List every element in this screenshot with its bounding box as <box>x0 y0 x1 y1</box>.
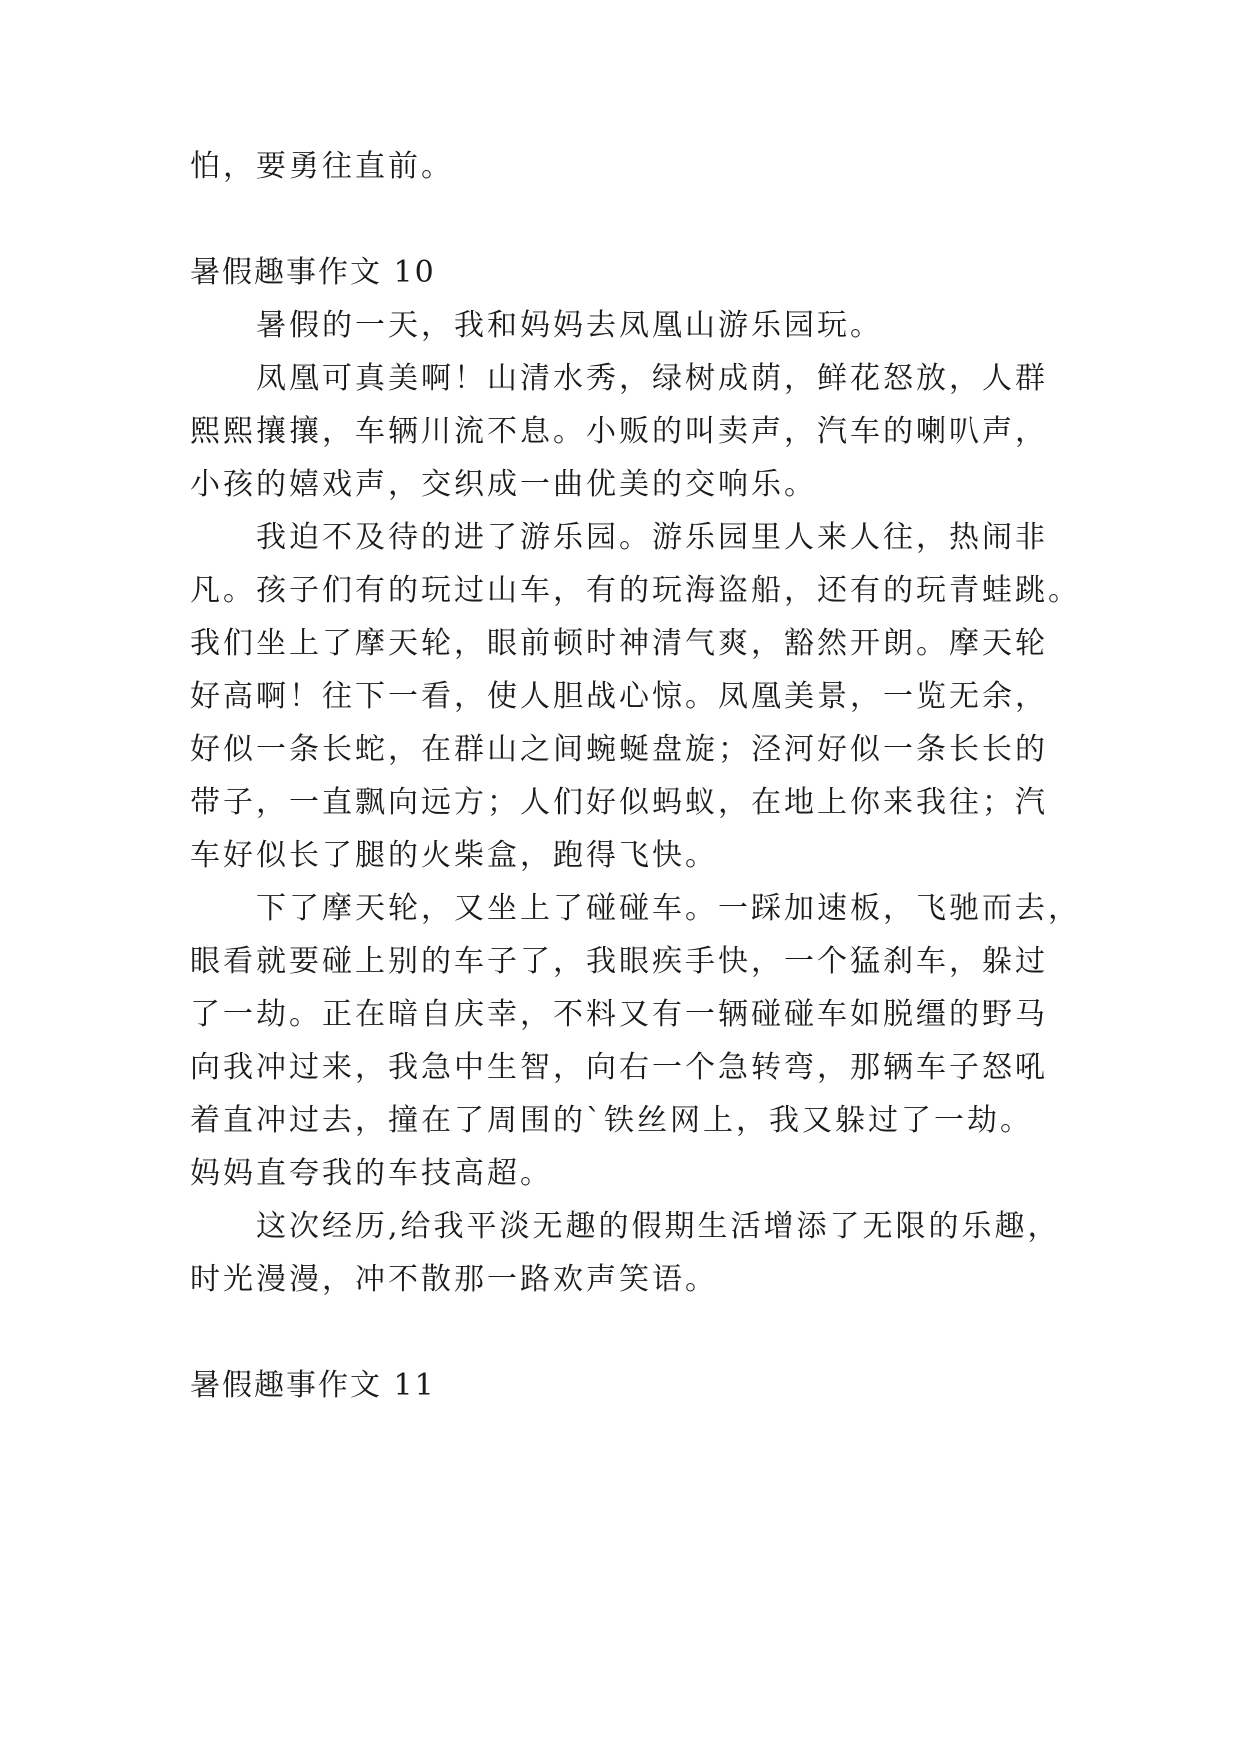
paragraph-line: 带子，一直飘向远方；人们好似蚂蚁，在地上你来我往；汽 <box>190 785 1048 820</box>
paragraph-line: 着直冲过去，撞在了周围的`铁丝网上，我又躲过了一劫。 <box>190 1103 1033 1138</box>
paragraph-line: 下了摩天轮，又坐上了碰碰车。一踩加速板，飞驰而去， <box>256 891 1081 926</box>
paragraph-line: 怕，要勇往直前。 <box>190 149 454 184</box>
paragraph-line: 好高啊！往下一看，使人胆战心惊。凤凰美景，一览无余， <box>190 679 1048 714</box>
paragraph-line: 小孩的嬉戏声，交织成一曲优美的交响乐。 <box>190 467 817 502</box>
paragraph-line: 凤凰可真美啊！山清水秀，绿树成荫，鲜花怒放，人群 <box>256 361 1048 396</box>
paragraph-line: 眼看就要碰上别的车子了，我眼疾手快，一个猛刹车，躲过 <box>190 944 1048 979</box>
paragraph-line: 了一劫。正在暗自庆幸，不料又有一辆碰碰车如脱缰的野马 <box>190 997 1048 1032</box>
paragraph-line: 时光漫漫，冲不散那一路欢声笑语。 <box>190 1262 718 1297</box>
section-heading: 暑假趣事作文 10 <box>190 255 436 290</box>
paragraph-line: 好似一条长蛇，在群山之间蜿蜒盘旋；泾河好似一条长长的 <box>190 732 1048 767</box>
paragraph-line: 我们坐上了摩天轮，眼前顿时神清气爽，豁然开朗。摩天轮 <box>190 626 1048 661</box>
paragraph-line: 我迫不及待的进了游乐园。游乐园里人来人往，热闹非 <box>256 520 1048 555</box>
paragraph-line: 凡。孩子们有的玩过山车，有的玩海盗船，还有的玩青蛙跳。 <box>190 573 1081 608</box>
paragraph-line: 向我冲过来，我急中生智，向右一个急转弯，那辆车子怒吼 <box>190 1050 1048 1085</box>
paragraph-line: 妈妈直夸我的车技高超。 <box>190 1156 553 1191</box>
paragraph-line: 这次经历,给我平淡无趣的假期生活增添了无限的乐趣， <box>256 1209 1061 1244</box>
paragraph-line: 熙熙攘攘，车辆川流不息。小贩的叫卖声，汽车的喇叭声， <box>190 414 1048 449</box>
paragraph-line: 暑假的一天，我和妈妈去凤凰山游乐园玩。 <box>256 308 883 343</box>
section-heading: 暑假趣事作文 11 <box>190 1368 436 1403</box>
paragraph-line: 车好似长了腿的火柴盒，跑得飞快。 <box>190 838 718 873</box>
